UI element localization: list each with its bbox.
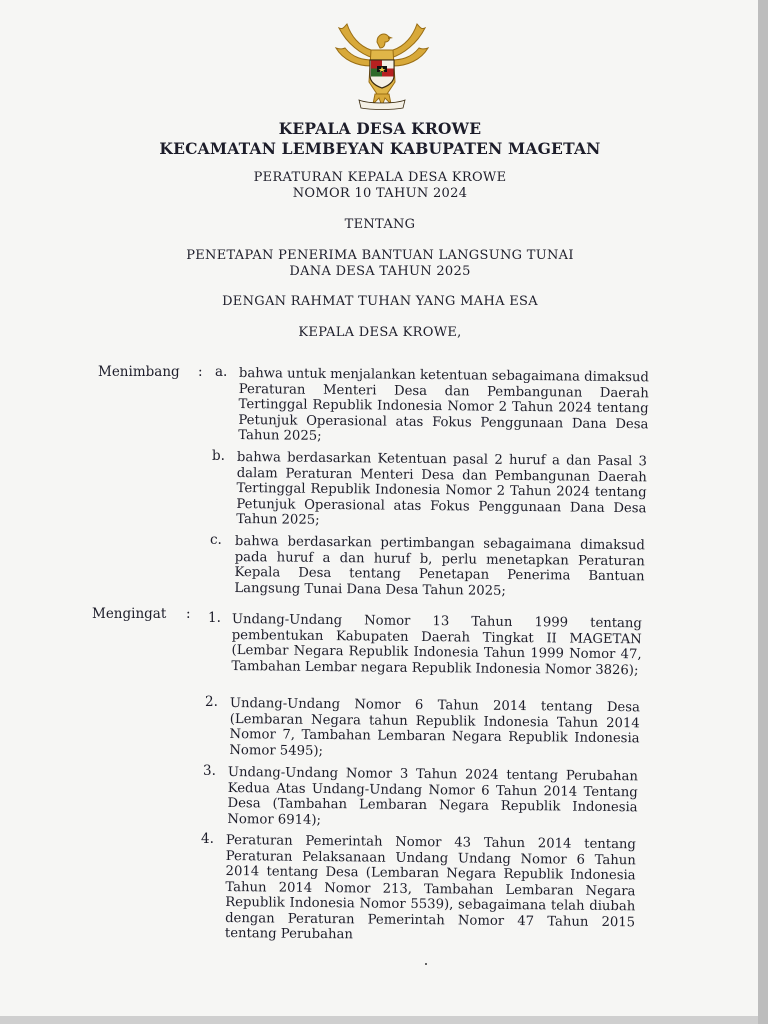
scan-edge-right <box>758 0 768 1024</box>
scan-edge-bottom <box>0 1016 758 1024</box>
menimbang-item-text: bahwa untuk menjalankan ketentuan sebagaimana dimaksud Peraturan Menteri Desa dan Pembangunan Daerah Tertinggal Republik Indonesia Nomor 2 Tahun 2024 tentang Petunjuk Operasional atas Fokus Penggunaan Dana Desa Tahun 2025; <box>238 366 649 444</box>
menimbang-item-mark: a. <box>215 364 228 380</box>
mengingat-label: Mengingat <box>92 606 167 622</box>
regulation-number: NOMOR 10 TAHUN 2024 <box>292 186 468 201</box>
menimbang-item-text: bahwa berdasarkan Ketentuan pasal 2 huruf a dan Pasal 3 dalam Peraturan Menteri Desa dan Pembangunan Daerah Tertinggal Republik Indonesia Nomor 2 Tahun 2024 tentang Petunjuk Operasional atas Fokus Penggunaan Dana Desa Tahun 2025; <box>236 450 647 528</box>
issuer-subtitle: KECAMATAN LEMBEYAN KABUPATEN MAGETAN <box>159 139 601 158</box>
menimbang-item-text: bahwa berdasarkan pertimbangan sebagaimana dimaksud pada huruf a dan huruf b, perlu menetapkan Peraturan Kepala Desa tentang Penetapan Penerima Bantuan Langsung Tunai Dana Desa Tahun 2025; <box>234 534 645 599</box>
garuda-pancasila-emblem-icon <box>333 20 431 110</box>
menimbang-colon: : <box>198 364 203 380</box>
blessing-line: DENGAN RAHMAT TUHAN YANG MAHA ESA <box>222 294 538 309</box>
scan-speck <box>425 963 427 965</box>
mengingat-item-mark: 1. <box>208 610 221 626</box>
mengingat-item-text: Undang-Undang Nomor 3 Tahun 2024 tentang Perubahan Kedua Atas Undang-Undang Nomor 6 Tahun 2014 Tentang Desa (Tambahan Lembaran Negara Republik Indonesia Nomor 6914); <box>227 765 638 828</box>
subject-line-2: DANA DESA TAHUN 2025 <box>289 264 471 279</box>
menimbang-label: Menimbang <box>98 364 180 380</box>
tentang-heading: TENTANG <box>344 217 416 232</box>
mengingat-item-text: Undang-Undang Nomor 6 Tahun 2014 tentang Desa (Lembaran Negara tahun Republik Indonesia Tahun 2014 Nomor 7, Tambahan Lembaran Negara Republik Indonesia Nomor 5495); <box>229 696 640 759</box>
mengingat-item-mark: 2. <box>205 694 218 710</box>
issuer-title: KEPALA DESA KROWE <box>278 119 482 138</box>
authority-line: KEPALA DESA KROWE, <box>298 325 462 340</box>
mengingat-item-mark: 3. <box>203 763 216 779</box>
regulation-title: PERATURAN KEPALA DESA KROWE <box>253 170 507 185</box>
mengingat-item-text: Peraturan Pemerintah Nomor 43 Tahun 2014 tentang Peraturan Pelaksanaan Undang Undang Nomor 6 Tahun 2014 tentang Desa (Lembaran Negara Republik Indonesia Tahun 2014 Nomor 213, Tambahan Lembaran Negara Republik Indonesia Nomor 5539), sebagaimana telah diubah dengan Peraturan Pemerintah Nomor 47 Tahun 2015 tentang Perubahan <box>224 833 636 943</box>
menimbang-item-mark: b. <box>212 448 225 464</box>
mengingat-item-mark: 4. <box>201 831 214 847</box>
mengingat-colon: : <box>186 606 191 622</box>
subject-line-1: PENETAPAN PENERIMA BANTUAN LANGSUNG TUNAI <box>186 248 574 263</box>
menimbang-item-mark: c. <box>210 532 222 548</box>
mengingat-item-text: Undang-Undang Nomor 13 Tahun 1999 tentang pembentukan Kabupaten Daerah Tingkat II MAGETAN (Lembar Negara Republik Indonesia Tahun 1999 Nomor 47, Tambahan Lembar negara Republik Indonesia Nomor 3826); <box>231 612 642 678</box>
